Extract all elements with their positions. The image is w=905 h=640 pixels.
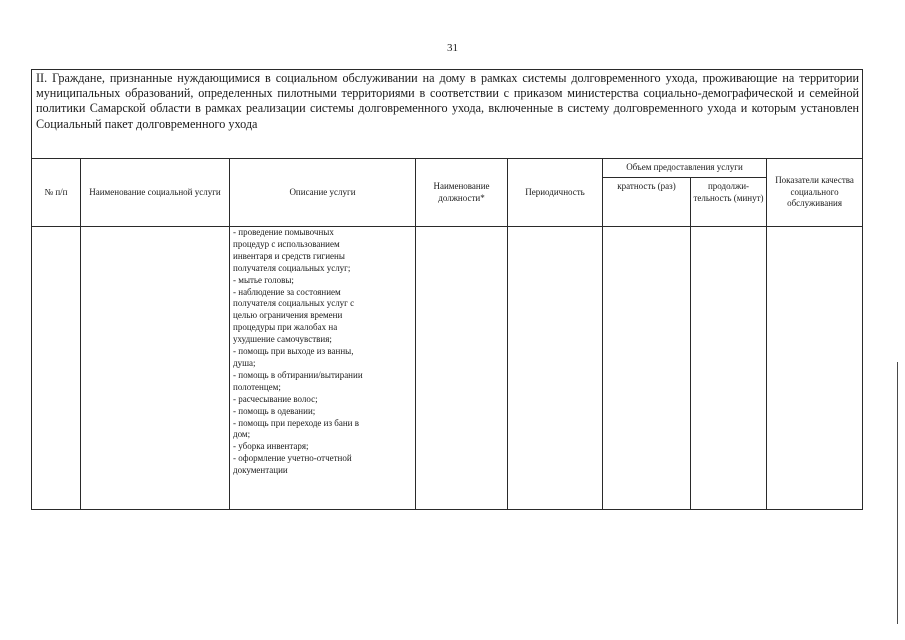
description-line: - оформление учетно-отчетной xyxy=(233,453,352,464)
header-multiplicity: кратность (раз) xyxy=(603,178,691,227)
cell-periodicity xyxy=(508,227,603,510)
description-line: - проведение помывочных xyxy=(233,227,334,237)
header-duration: продолжи-тельность (минут) xyxy=(691,178,767,227)
cell-number xyxy=(32,227,81,510)
description-line: - мытье головы; xyxy=(233,274,294,285)
cell-position xyxy=(416,227,508,510)
description-line: - помощь в одевании; xyxy=(233,405,316,416)
scan-edge-line xyxy=(897,362,898,624)
cell-multiplicity xyxy=(603,227,691,510)
description-line: процедуры при жалобах на xyxy=(233,322,338,333)
cell-description xyxy=(230,227,416,510)
description-line: документации xyxy=(233,465,288,476)
header-number: № п/п xyxy=(32,159,81,227)
header-description: Описание услуги xyxy=(230,159,416,227)
cell-service-name xyxy=(81,227,230,510)
table-row xyxy=(32,227,863,510)
description-line: душа; xyxy=(233,357,256,368)
description-line: получателя социальных услуг; xyxy=(233,262,351,273)
description-line: получателя социальных услуг с xyxy=(233,298,355,309)
header-quality: Показатели качества социального обслуживания xyxy=(767,159,863,227)
description-line: процедур с использованием xyxy=(233,238,340,249)
description-line: дом; xyxy=(233,429,251,440)
header-periodicity: Периодичность xyxy=(508,159,603,227)
header-volume: Объем предоставления услуги xyxy=(603,159,767,178)
services-table xyxy=(31,69,863,510)
description-line: целью ограничения времени xyxy=(233,310,343,321)
cell-quality xyxy=(767,227,863,510)
header-service-name: Наименование социальной услуги xyxy=(81,159,230,227)
section-heading-row xyxy=(32,70,863,159)
header-position: Наименование должности* xyxy=(416,159,508,227)
section-heading: II. Граждане, признанные нуждающимися в социальном обслуживании на дому в рамках системы долговременного ухода, проживающие на территории муниципальных образований, определенных пилотными территориями в соответствии с приказом министерства социально-демографической и семейной политики Самарской области в рамках реализации системы долговременного ухода, включенные в систему долговременного ухода и которым установлен Социальный пакет долговременного ухода xyxy=(32,70,863,159)
description-line: ухудшение самочувствия; xyxy=(233,334,332,345)
cell-duration xyxy=(691,227,767,510)
description-line: полотенцем; xyxy=(233,381,281,392)
description-line: - помощь в обтирании/вытирании xyxy=(233,369,363,380)
description-line: - уборка инвентаря; xyxy=(233,441,309,452)
header-row-1 xyxy=(32,159,863,178)
description-line: - помощь при выходе из ванны, xyxy=(233,346,354,357)
description-line: инвентаря и средств гигиены xyxy=(233,250,345,261)
description-line: - наблюдение за состоянием xyxy=(233,286,341,297)
page-number: 31 xyxy=(447,42,458,54)
description-line: - помощь при переходе из бани в xyxy=(233,417,359,428)
description-line: - расчесывание волос; xyxy=(233,393,318,404)
